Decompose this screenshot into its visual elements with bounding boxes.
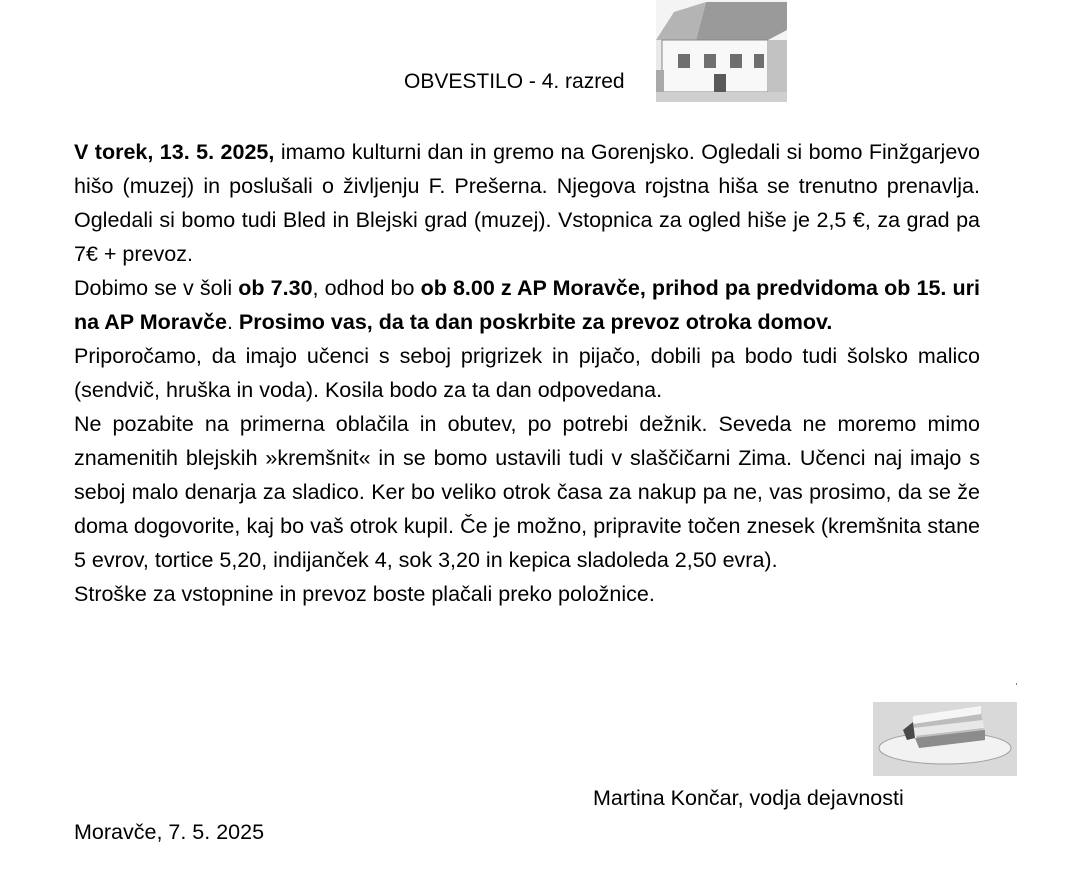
paragraph-food: Priporočamo, da imajo učenci s seboj prigrizek in pijačo, dobili pa bodo tudi šolsko malico (sendvič, hruška in voda). Kosila bodo za ta dan odpovedana. xyxy=(74,344,980,402)
paragraph-clothing: Ne pozabite na primerna oblačila in obutev, po potrebi dežnik. Seveda ne moremo mimo znamenitih blejskih »kremšnit« in se bomo ustavili tudi v slaščičarni Zima. Učenci naj imajo s seboj malo denarja za sladico. Ker bo veliko otrok časa za nakup pa ne, vas prosimo, da se že doma dogovorite, kaj bo vaš otrok kupil. Če je možno, pripravite točen znesek (kremšnita stane 5 evrov, tortice 5,20, indijanček 4, sok 3,20 in kepica sladoleda 2,50 evra). xyxy=(74,412,980,572)
paragraph-excursion: V torek, 13. 5. 2025, imamo kulturni dan in gremo na Gorenjsko. Ogledali si bomo Finžgarjevo hišo (muzej) in poslušali o življenju F. Prešerna. Njegova rojstna hiša se trenutno prenavlja. Ogledali si bomo tudi Bled in Blejski grad (muzej). Vstopnica za ogled hiše je 2,5 €, za grad pa 7€ + prevoz. xyxy=(74,140,980,266)
house-photo xyxy=(656,0,787,102)
cake-photo xyxy=(873,682,1017,776)
notice-body xyxy=(74,135,980,611)
document-title: OBVESTILO - 4. razred xyxy=(404,70,625,93)
date-highlight: V torek, 13. 5. 2025, xyxy=(74,140,275,164)
paragraph-meeting: Dobimo se v šoli ob 7.30, odhod bo ob 8.00 z AP Moravče, prihod pa predvidoma ob 15. uri na AP Moravče. Prosimo vas, da ta dan poskrbite za prevoz otroka domov. xyxy=(74,276,980,334)
place-and-date: Moravče, 7. 5. 2025 xyxy=(74,820,265,844)
signature: Martina Končar, vodja dejavnosti xyxy=(593,786,904,810)
paragraph-costs: Stroške za vstopnine in prevoz boste plačali preko položnice. xyxy=(74,582,655,606)
